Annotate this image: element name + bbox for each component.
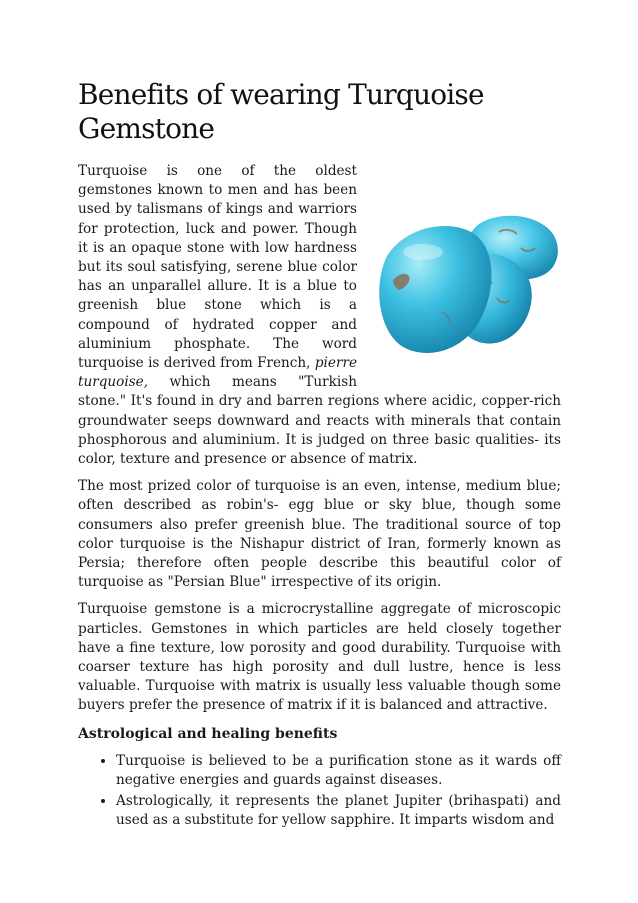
article-body [78, 162, 561, 833]
color-paragraph: The most prized color of turquoise is an even, intense, medium blue; often described as robin's- egg blue or sky blue, though some consumers also prefer greenish blue. The traditional source of top color turquoise is the Nishapur district of Iran, formerly known as Persia; therefore often people describe this beautiful color of turquoise as "Persian Blue" irrespective of its origin. [78, 478, 561, 591]
intro-paragraph: Turquoise is one of the oldest gemstones known to men and has been used by talismans of kings and warriors for protection, luck and power. Though it is an opaque stone with low hardness but its soul satisfying, serene blue color has an unparallel allure. It is a blue to greenish blue stone which is a compound of hydrated copper and aluminium phosphate. The word turquoise is derived from French, pierre turquoise, which means "Turkish stone." It's found in dry and barren regions where acidic, copper-rich groundwater seeps downward and reacts with minerals that contain phosphorous and aluminium. It is judged on three basic qualities- its color, texture and presence or absence of matrix. [78, 163, 561, 468]
benefits-list [78, 752, 561, 831]
list-item: • Turquoise is believed to be a purification stone as it wards off negative energies and guards against diseases. [116, 752, 561, 790]
list-item: • Astrologically, it represents the planet Jupiter (brihaspati) and used as a substitute for yellow sapphire. It imparts wisdom and [116, 792, 561, 830]
page-title: Benefits of wearing Turquoise Gemstone [78, 78, 484, 145]
texture-paragraph: Turquoise gemstone is a microcrystalline aggregate of microscopic particles. Gemstones in which particles are held closely together have a fine texture, low porosity and good durability. Turquoise with coarser texture has high porosity and dull lustre, hence is less valuable. Turquoise with matrix is usually less valuable though some buyers prefer the presence of matrix if it is balanced and attractive. [78, 601, 561, 714]
section-heading: Astrological and healing benefits [78, 725, 338, 742]
turquoise-stones-image [371, 162, 561, 384]
